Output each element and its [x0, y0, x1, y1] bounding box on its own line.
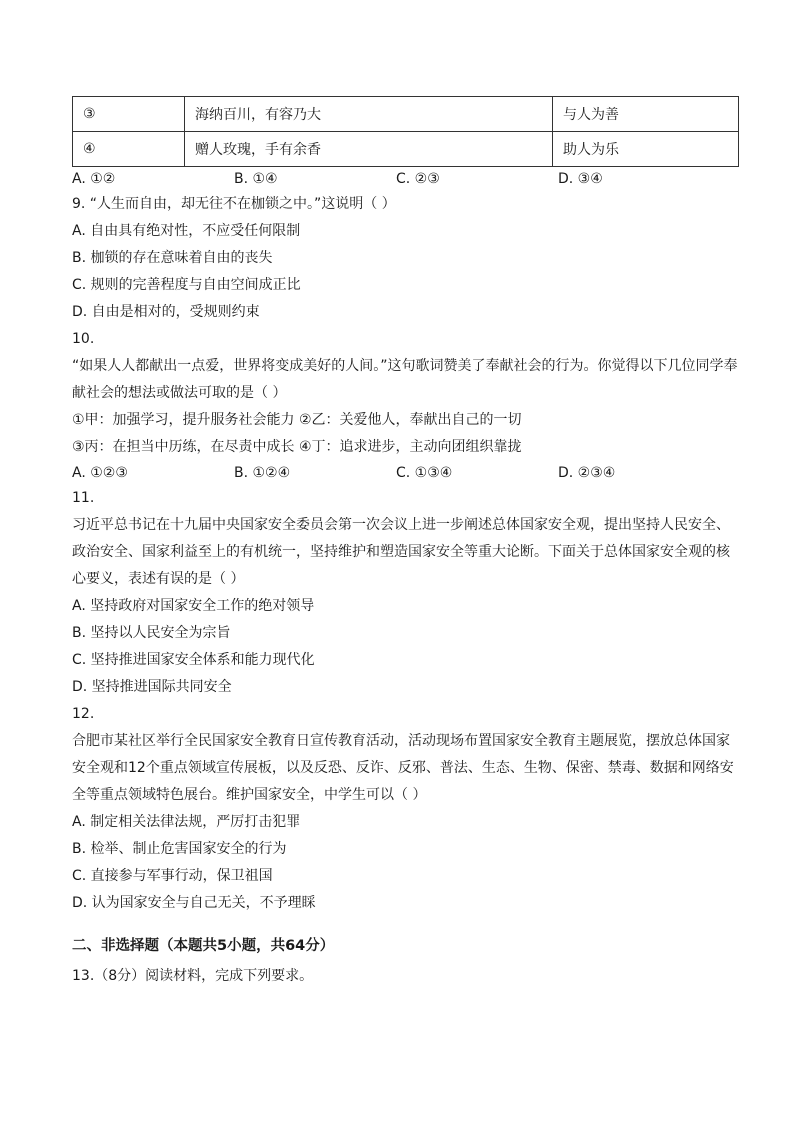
q12-option-a: A. 制定相关法律法规，严厉打击犯罪	[72, 814, 301, 830]
q11-option-b: B. 坚持以人民安全为宗旨	[72, 625, 231, 641]
q11-number: 11.	[72, 490, 95, 506]
q9-stem: 9. “人生而自由，却无往不在枷锁之中。”这说明（ ）	[72, 196, 396, 212]
q12-option-d: D. 认为国家安全与自己无关，不予理睬	[72, 895, 316, 911]
q12-option-c: C. 直接参与军事行动，保卫祖国	[72, 868, 273, 884]
section-heading: 二、非选择题（本题共5小题，共64分）	[72, 938, 335, 954]
quote-value-table	[72, 96, 739, 167]
table-row	[73, 132, 739, 167]
q11-option-d: D. 坚持推进国际共同安全	[72, 679, 232, 695]
q11-stem: 习近平总书记在十九届中央国家安全委员会第一次会议上进一步阐述总体国家安全观，提出坚持人民安全、政治安全、国家利益至上的有机统一，坚持维护和塑造国家安全等重大论断。下面关于总体国家安全观的核心要义，表述有误的是（ ）	[72, 517, 730, 587]
q10-items-1: ①甲：加强学习，提升服务社会能力 ②乙：关爱他人，奉献出自己的一切	[72, 412, 522, 428]
q10-options	[72, 461, 738, 485]
table-row	[73, 97, 739, 132]
q12-option-b: B. 检举、制止危害国家安全的行为	[72, 841, 287, 857]
q10-stem: “如果人人都献出一点爱，世界将变成美好的人间。”这句歌词赞美了奉献社会的行为。你觉得以下几位同学奉献社会的想法或做法可取的是（ ）	[72, 358, 738, 401]
q12-number: 12.	[72, 706, 95, 722]
option-c: C. ②③	[396, 171, 440, 187]
option-a: A. ①②③	[72, 465, 128, 481]
q13-stem: 13.（8分）阅读材料，完成下列要求。	[72, 968, 314, 984]
exam-page	[72, 96, 738, 990]
q10-number: 10.	[72, 331, 95, 347]
option-b: B. ①②④	[234, 465, 291, 481]
q8-options	[72, 167, 738, 191]
option-a: A. ①②	[72, 171, 116, 187]
row-value: 助人为乐	[553, 132, 739, 167]
q9-option-d: D. 自由是相对的，受规则约束	[72, 304, 260, 320]
option-c: C. ①③④	[396, 465, 453, 481]
q10-items-2: ③丙：在担当中历练，在尽责中成长 ④丁：追求进步，主动向团组织靠拢	[72, 439, 522, 455]
option-d: D. ③④	[558, 171, 603, 187]
q9-option-a: A. 自由具有绝对性，不应受任何限制	[72, 223, 301, 239]
row-quote: 海纳百川，有容乃大	[185, 97, 553, 132]
q12-stem: 合肥市某社区举行全民国家安全教育日宣传教育活动，活动现场布置国家安全教育主题展览，摆放总体国家安全观和12个重点领域宣传展板，以及反恐、反诈、反邪、普法、生态、生物、保密、禁毒、数据和网络安全等重点领域特色展台。维护国家安全，中学生可以（ ）	[72, 733, 734, 803]
q9-option-b: B. 枷锁的存在意味着自由的丧失	[72, 250, 273, 266]
row-number: ③	[73, 97, 185, 132]
q9-option-c: C. 规则的完善程度与自由空间成正比	[72, 277, 301, 293]
row-value: 与人为善	[553, 97, 739, 132]
row-quote: 赠人玫瑰，手有余香	[185, 132, 553, 167]
option-d: D. ②③④	[558, 465, 616, 481]
q11-option-a: A. 坚持政府对国家安全工作的绝对领导	[72, 598, 315, 614]
q11-option-c: C. 坚持推进国家安全体系和能力现代化	[72, 652, 315, 668]
row-number: ④	[73, 132, 185, 167]
option-b: B. ①④	[234, 171, 278, 187]
